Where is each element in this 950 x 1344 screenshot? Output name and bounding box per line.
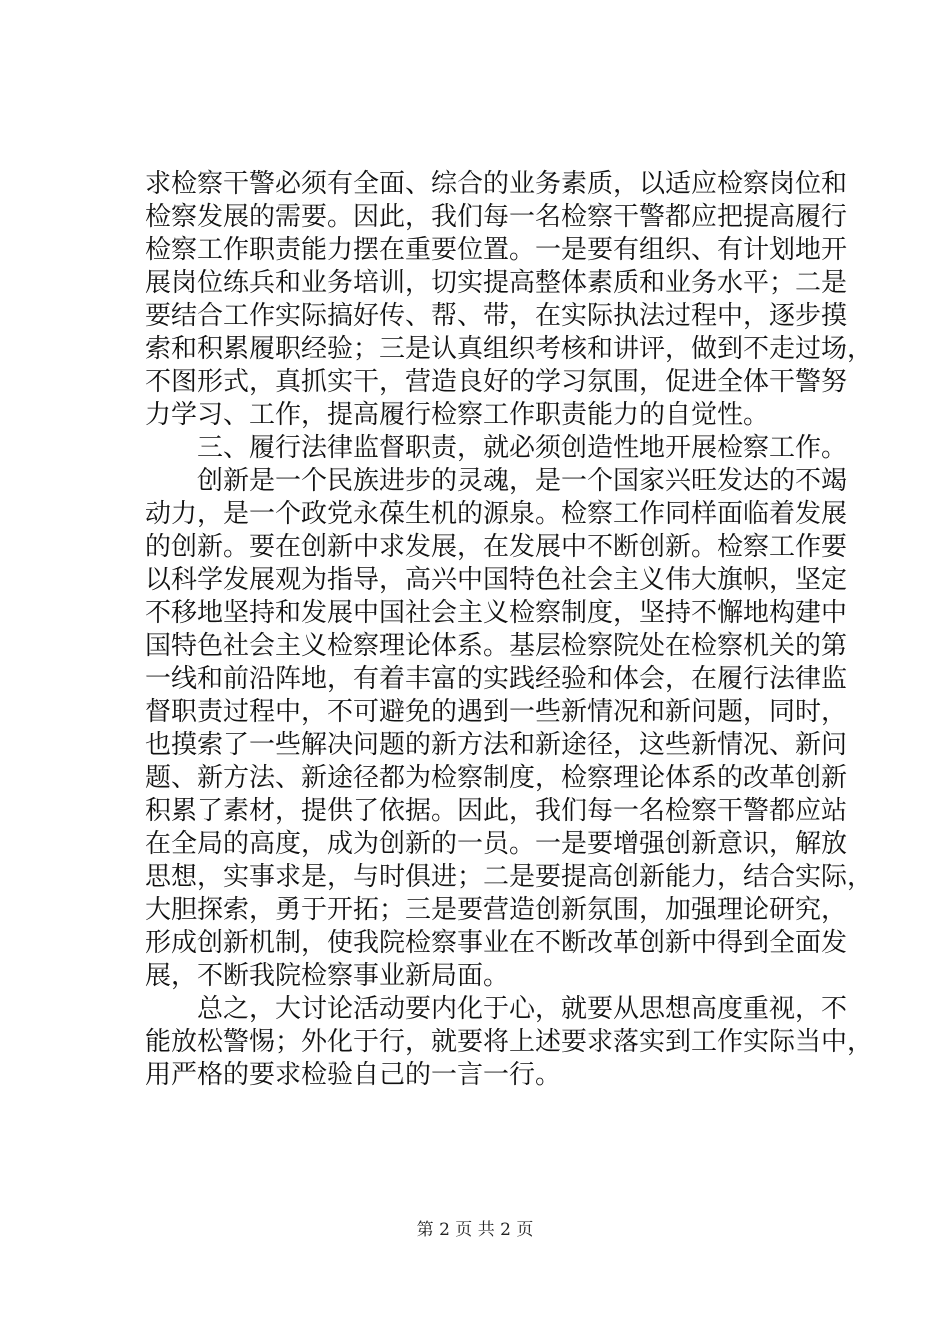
text-line: 一线和前沿阵地，有着丰富的实践经验和体会，在履行法律监 bbox=[145, 664, 848, 694]
text-line: 要结合工作实际搞好传、帮、带，在实际执法过程中，逐步摸 bbox=[145, 301, 848, 331]
paragraph bbox=[145, 993, 874, 1092]
text-line: 总之，大讨论活动要内化于心，就要从思想高度重视，不 bbox=[197, 994, 848, 1024]
text-line: 思想，实事求是，与时俱进；二是要提高创新能力，结合实际， bbox=[145, 862, 874, 892]
text-line: 积累了素材，提供了依据。因此，我们每一名检察干警都应站 bbox=[145, 796, 848, 826]
paragraph bbox=[145, 465, 874, 993]
text-line: 在全局的高度，成为创新的一员。一是要增强创新意识，解放 bbox=[145, 829, 848, 859]
text-line: 题、新方法、新途径都为检察制度，检察理论体系的改革创新 bbox=[145, 763, 848, 793]
text-line: 用严格的要求检验自己的一言一行。 bbox=[145, 1060, 562, 1090]
text-line: 不移地坚持和发展中国社会主义检察制度，坚持不懈地构建中 bbox=[145, 598, 848, 628]
text-line: 也摸索了一些解决问题的新方法和新途径，这些新情况、新问 bbox=[145, 730, 848, 760]
text-line: 以科学发展观为指导，高兴中国特色社会主义伟大旗帜，坚定 bbox=[145, 565, 848, 595]
text-line: 展岗位练兵和业务培训，切实提高整体素质和业务水平；二是 bbox=[145, 268, 848, 298]
text-line: 动力，是一个政党永葆生机的源泉。检察工作同样面临着发展 bbox=[145, 499, 848, 529]
text-line: 督职责过程中，不可避免的遇到一些新情况和新问题，同时， bbox=[145, 697, 848, 727]
paragraph bbox=[145, 168, 874, 432]
text-line: 的创新。要在创新中求发展，在发展中不断创新。检察工作要 bbox=[145, 532, 848, 562]
text-line: 国特色社会主义检察理论体系。基层检察院处在检察机关的第 bbox=[145, 631, 848, 661]
text-line: 索和积累履职经验；三是认真组织考核和讲评，做到不走过场， bbox=[145, 334, 874, 364]
text-line: 形成创新机制，使我院检察事业在不断改革创新中得到全面发 bbox=[145, 928, 848, 958]
text-line: 不图形式，真抓实干，营造良好的学习氛围，促进全体干警努 bbox=[145, 367, 848, 397]
text-line: 展，不断我院检察事业新局面。 bbox=[145, 961, 510, 991]
text-line: 三、履行法律监督职责，就必须创造性地开展检察工作。 bbox=[197, 433, 848, 463]
section-heading bbox=[145, 432, 848, 465]
text-line: 检察发展的需要。因此，我们每一名检察干警都应把提高履行 bbox=[145, 202, 848, 232]
text-line: 求检察干警必须有全面、综合的业务素质，以适应检察岗位和 bbox=[145, 169, 848, 199]
text-line: 检察工作职责能力摆在重要位置。一是要有组织、有计划地开 bbox=[145, 235, 848, 265]
text-line: 能放松警惕；外化于行，就要将上述要求落实到工作实际当中， bbox=[145, 1027, 874, 1057]
text-line: 力学习、工作，提高履行检察工作职责能力的自觉性。 bbox=[145, 400, 770, 430]
text-line: 大胆探索，勇于开拓；三是要营造创新氛围，加强理论研究， bbox=[145, 895, 848, 925]
text-line: 创新是一个民族进步的灵魂，是一个国家兴旺发达的不竭 bbox=[197, 466, 848, 496]
page-number-footer: 第 2 页 共 2 页 bbox=[416, 1220, 534, 1240]
document-body bbox=[145, 168, 874, 1092]
